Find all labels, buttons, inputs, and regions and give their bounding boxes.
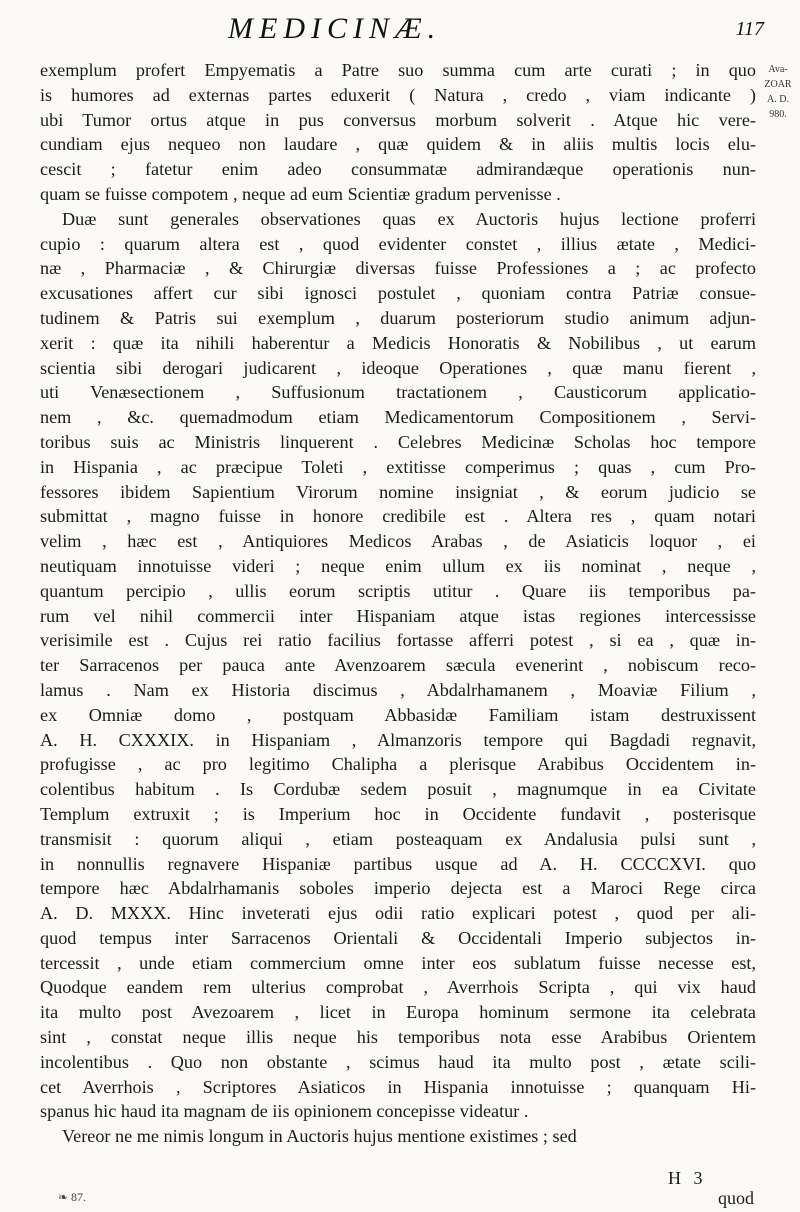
text-line: ita multo post Avezoarem , licet in Europa hominum sermone ita celebrata xyxy=(40,1002,756,1023)
text-line: rum vel nihil commercii inter Hispaniam atque istas regiones intercessisse xyxy=(40,605,756,626)
text-line: neutiquam innotuisse videri ; neque enim ullum ex iis nominat , neque , xyxy=(40,555,756,576)
text-line: ex Omniæ domo , postquam Abbasidæ Familiam istam destruxissent xyxy=(40,704,756,725)
text-line: fessores ibidem Sapientium Virorum nomine insigniat , & eorum judicio se xyxy=(40,481,756,502)
text-line: spanus hic haud ita magnam de iis opinionem concepisse videatur . xyxy=(40,1101,529,1122)
text-line: quod tempus inter Sarracenos Orientali & Occidentali Imperio subjectos in- xyxy=(40,927,756,948)
body-text xyxy=(40,58,756,1149)
text-line: in Hispania , ac præcipue Toleti , extitisse comperimus ; quas , cum Pro- xyxy=(40,456,756,477)
text-line: excusationes affert cur sibi ignosci postulet , quoniam contra Patriæ consue- xyxy=(40,283,756,304)
text-line: in nonnullis regnavere Hispaniæ partibus usque ad A. H. CCCCXVI. quo xyxy=(40,853,756,874)
text-line: næ , Pharmaciæ , & Chirurgiæ diversas fuisse Professiones a ; ac profecto xyxy=(40,258,756,279)
text-line: submittat , magno fuisse in honore credibile est . Altera res , quam notari xyxy=(40,506,756,527)
text-line: sint , constat neque illis neque his temporibus nota esse Arabibus Orientem xyxy=(40,1027,756,1048)
margin-note-line: Ava- xyxy=(768,64,788,75)
text-line: A. D. MXXX. Hinc inveterati ejus odii ratio explicari potest , quod per ali- xyxy=(40,903,756,924)
text-line: quantum percipio , ullis eorum scriptis utitur . Quare iis temporibus pa- xyxy=(40,580,756,601)
margin-note xyxy=(758,62,798,122)
catchword: quod xyxy=(718,1188,754,1208)
text-line: exemplum profert Empyematis a Patre suo summa cum arte curati ; in quo xyxy=(40,60,756,80)
text-line: Quodque eandem rem ulterius comprobat , Averrhois Scripta , qui vix haud xyxy=(40,977,756,998)
page-number: 117 xyxy=(735,18,764,40)
text-line: tercessit , unde etiam commercium omne inter eos sublatum fuisse necesse est, xyxy=(40,952,756,973)
text-line: toribus suis ac Ministris linquerent . Celebres Medicinæ Scholas hoc tempore xyxy=(40,431,756,452)
margin-note-line: ZOAR xyxy=(764,79,792,90)
text-line: cundiam ejus nequeo non laudare , quæ quidem & in aliis multis locis elu- xyxy=(40,134,756,155)
page-header xyxy=(0,12,800,52)
text-line: xerit : quæ ita nihili haberentur a Medicis Honoratis & Nobilibus , ut earum xyxy=(40,332,756,353)
text-line: nem , &c. quemadmodum etiam Medicamentorum Compositionem , Servi- xyxy=(40,407,756,428)
text-line: ter Sarracenos per pauca ante Avenzoarem sæcula evenerint , nobiscum reco- xyxy=(40,655,756,676)
text-line: profugisse , ac pro legitimo Chalipha a plerisque Arabibus Occidentem in- xyxy=(40,754,756,775)
text-line: A. H. CXXXIX. in Hispaniam , Almanzoris tempore qui Bagdadi regnavit, xyxy=(40,729,756,750)
margin-note-line: A. D. xyxy=(767,94,789,105)
text-line: lamus . Nam ex Historia discimus , Abdalrhamanem , Moaviæ Filium , xyxy=(40,679,756,700)
signature-mark: H 3 xyxy=(668,1168,707,1188)
text-line: uti Venæsectionem , Suffusionum tractationem , Causticorum applicatio- xyxy=(40,382,756,403)
text-line: tempore hæc Abdalrhamanis soboles imperio dejecta est a Maroci Rege circa xyxy=(40,878,756,899)
text-line: verisimile est . Cujus rei ratio facilius fortasse afferri potest , si ea , quæ in- xyxy=(40,630,756,651)
text-line: Vereor ne me nimis longum in Auctoris hujus mentione existimes ; sed xyxy=(62,1126,577,1147)
text-line: cet Averrhois , Scriptores Asiaticos in Hispania innotuisse ; quanquam Hi- xyxy=(40,1076,756,1097)
text-line: is humores ad externas partes eduxerit ( Natura , credo , viam indicante ) xyxy=(40,84,756,105)
text-line: Duæ sunt generales observationes quas ex Auctoris hujus lectione proferri xyxy=(62,208,756,229)
text-line: colentibus habitum . Is Cordubæ sedem posuit , magnumque in ea Civitate xyxy=(40,779,756,800)
library-mark: ❧ 87. xyxy=(58,1190,87,1204)
text-line: cescit ; fatetur enim adeo consummatæ admirandæque operationis nun- xyxy=(40,159,756,180)
running-title: MEDICINÆ. xyxy=(228,12,442,45)
page-footer xyxy=(0,1168,800,1208)
text-line: Templum extruxit ; is Imperium hoc in Occidente fundavit , posterisque xyxy=(40,803,756,824)
text-line: transmisit : quorum aliqui , etiam posteaquam ex Andalusia pulsi sunt , xyxy=(40,828,756,849)
text-line: quam se fuisse compotem , neque ad eum Scientiæ gradum pervenisse . xyxy=(40,183,561,204)
text-line: cupio : quarum altera est , quod evidenter constet , illius ætate , Medici- xyxy=(40,233,756,254)
text-line: velim , hæc est , Antiquiores Medicos Arabas , de Asiaticis loquor , ei xyxy=(40,531,756,552)
text-line: tudinem & Patris sui exemplum , duarum posteriorum studio animum adjun- xyxy=(40,307,756,328)
text-line: ubi Tumor ortus atque in pus conversus morbum solverit . Atque hic vere- xyxy=(40,109,756,130)
margin-note-line: 980. xyxy=(769,109,787,120)
text-line: incolentibus . Quo non obstante , scimus haud ita multo post , ætate scili- xyxy=(40,1051,756,1072)
text-line: scientia sibi derogari judicarent , ideoque Operationes , quæ manu fierent , xyxy=(40,357,756,378)
